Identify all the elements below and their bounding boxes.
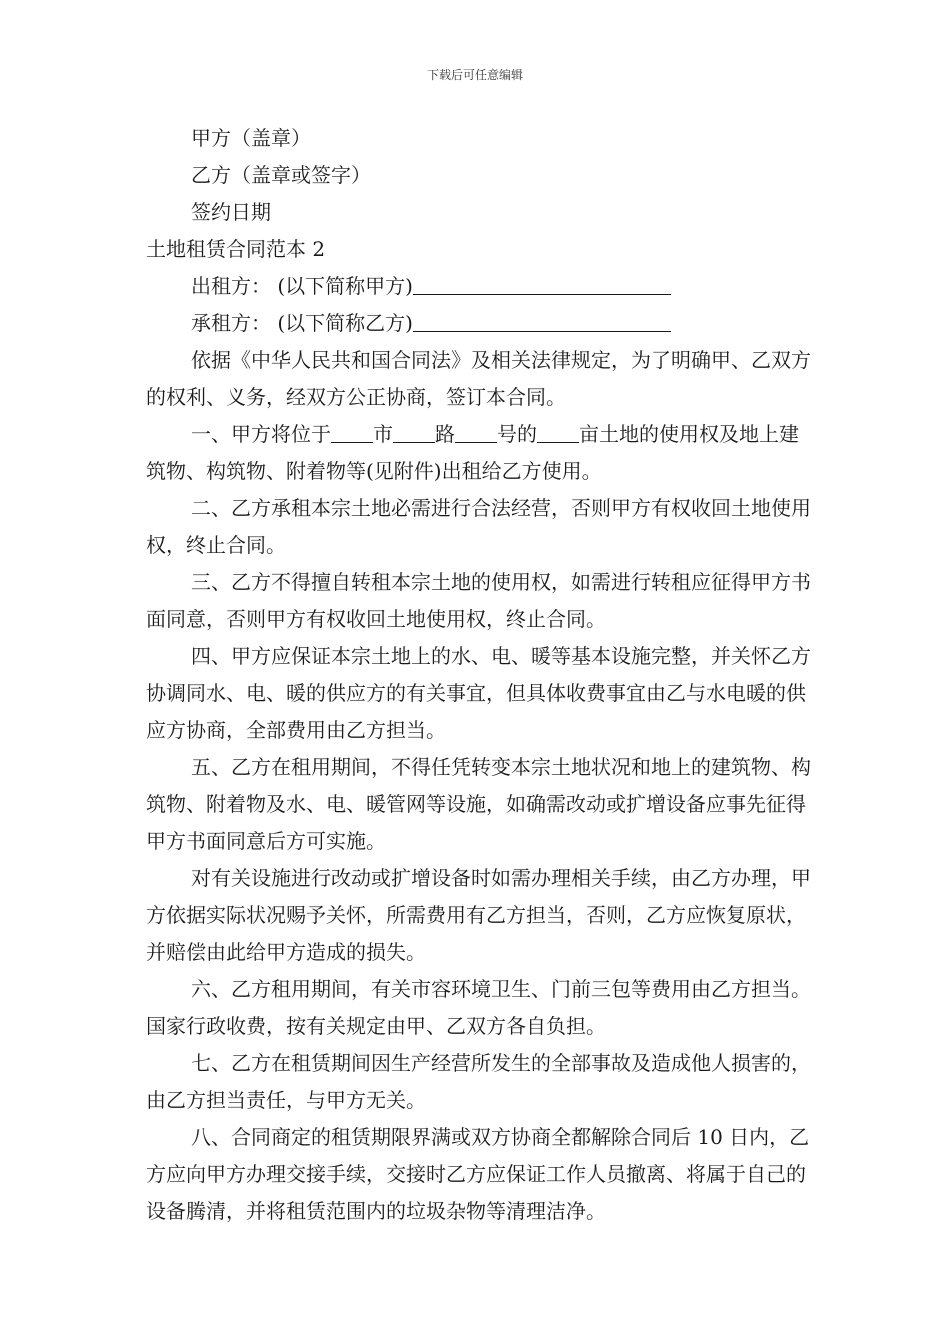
clause-7: 七、乙方在租赁期间因生产经营所发生的全部事故及造成他人损害的，由乙方担当责任，与甲方无关。 (146, 1051, 811, 1112)
clause-5: 五、乙方在租用期间，不得任凭转变本宗土地状况和地上的建筑物、构筑物、附着物及水、电、暖管网等设施，如确需改动或扩增设备应事先征得甲方书面同意后方可实施。 (146, 755, 811, 853)
area-blank (537, 422, 579, 443)
clause-5-supplement: 对有关设施进行改动或扩增设备时如需办理相关手续，由乙方办理，甲方依据实际状况赐予关怀，所需费用有乙方担当，否则，乙方应恢复原状，并赔偿由此给甲方造成的损失。 (146, 866, 811, 964)
sign-party-b: 乙方（盖章或签字） (191, 163, 371, 187)
header-note: 下载后可任意编辑 (426, 68, 523, 82)
clause-6: 六、乙方租用期间，有关市容环境卫生、门前三包等费用由乙方担当。国家行政收费，按有关规定由甲、乙双方各自负担。 (146, 977, 811, 1038)
number-blank (455, 422, 497, 443)
clause-4: 四、甲方应保证本宗土地上的水、电、暖等基本设施完整，并关怀乙方协调同水、电、暖的供应方的有关事宜，但具体收费事宜由乙与水电暖的供应方协商，全部费用由乙方担当。 (146, 644, 811, 742)
clause-2: 二、乙方承租本宗土地必需进行合法经营，否则甲方有权收回土地使用权，终止合同。 (146, 496, 811, 557)
lessor-label: 出租方： (以下简称甲方) (191, 274, 413, 298)
city-blank (331, 422, 373, 443)
clause-1-text-c: 路 (435, 422, 455, 446)
document-title: 土地租赁合同范本 2 (146, 237, 326, 261)
road-blank (393, 422, 435, 443)
clause-8: 八、合同商定的租赁期限界满或双方协商全都解除合同后 10 日内，乙方应向甲方办理交接手续，交接时乙方应保证工作人员撤离、将属于自己的设备腾清，并将租赁范围内的垃圾杂物等清理洁净。 (146, 1125, 810, 1223)
lessor-line (146, 268, 816, 305)
sign-party-a: 甲方（盖章） (191, 126, 311, 150)
clause-1-text-b: 市 (373, 422, 393, 446)
clause-1-text-d: 号的 (497, 422, 537, 446)
lessor-blank (413, 274, 671, 295)
lessee-label: 承租方： (以下简称乙方) (191, 311, 413, 335)
intro-paragraph: 依据《中华人民共和国合同法》及相关法律规定，为了明确甲、乙双方的权利、义务，经双方公正协商，签订本合同。 (146, 348, 811, 409)
document-body (146, 120, 816, 1230)
clause-1-text-e: 亩土地的使用权及地上建筑物、构筑物、附着物等(见附件)出租给乙方使用。 (146, 422, 799, 483)
clause-3: 三、乙方不得擅自转租本宗土地的使用权，如需进行转租应征得甲方书面同意，否则甲方有权收回土地使用权，终止合同。 (146, 570, 811, 631)
clause-1-text-a: 一、甲方将位于 (191, 422, 331, 446)
lessee-blank (413, 311, 671, 332)
sign-date: 签约日期 (191, 200, 271, 224)
lessee-line (146, 305, 816, 342)
clause-1 (146, 416, 816, 490)
